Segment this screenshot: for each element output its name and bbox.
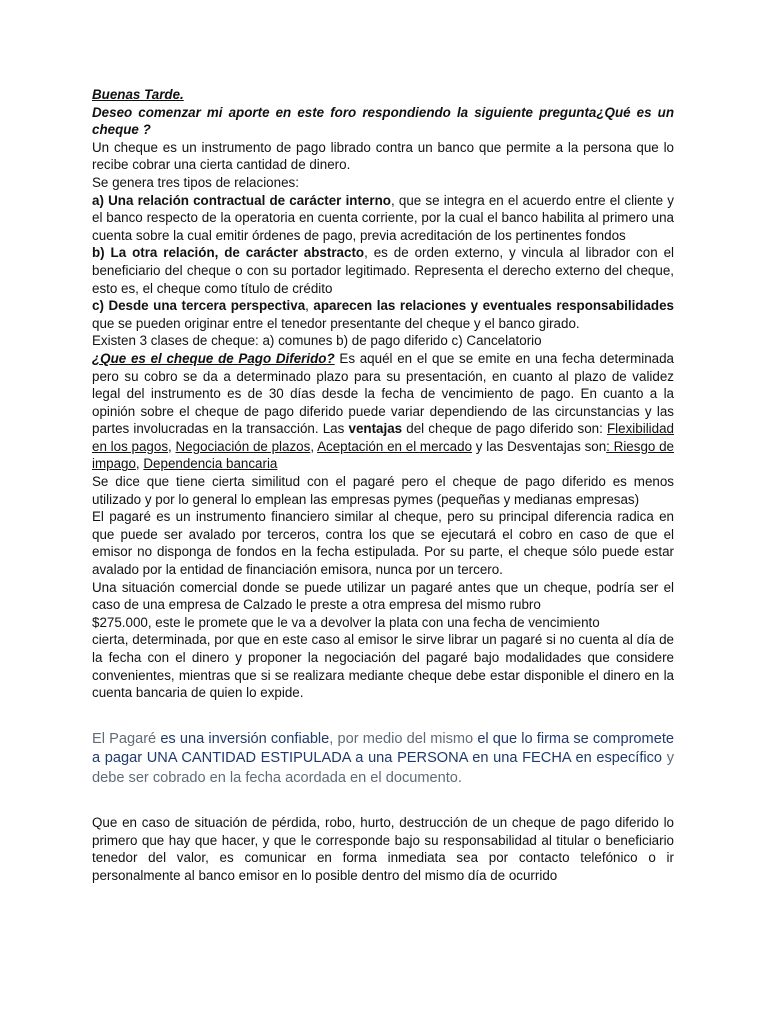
loss-paragraph: Que en caso de situación de pérdida, robo, hurto, destrucción de un cheque de pago diferido lo primero que hay que hacer, y que le corresponde bajo su responsabilidad al titular o beneficiario tenedor del valor, es comunicar en forma inmediata sea por contacto telefónico o ir personalmente al banco emisor en lo posible dentro del mismo día de ocurrido (92, 815, 674, 883)
relation-a: a) Una relación contractual de carácter interno, que se integra en el acuerdo entre el cliente y el banco respecto de la operatoria en cuenta corriente, por la cual el banco habilita al primero una cuenta sobre la cual emitir órdenes de pago, previa acreditación de los pertinentes fondos (92, 192, 675, 243)
advantage-negotiation: Negociación de plazos (175, 438, 311, 454)
disadvantage-dependency: Dependencia bancaria (143, 456, 278, 472)
spacer (92, 702, 674, 730)
situation-line-3: cierta, determinada, por que en este caso al emisor le sirve librar un pagaré si no cuenta al día de la fecha con el dinero y proponer la negociación del pagaré bajo modalidades que considere convenientes, mientras que si se realizara mediante cheque debe estar disponible el dinero en la cuenta bancaria de quien lo expide. (92, 632, 674, 701)
situation-line-2: $275.000, este le promete que le va a devolver la plata con una fecha de vencimiento (92, 614, 600, 630)
document-page (92, 86, 674, 884)
cheque-classes: Existen 3 clases de cheque: a) comunes b) de pago diferido c) Cancelatorio (92, 333, 542, 349)
pagare-paragraph: El pagaré es un instrumento financiero similar al cheque, pero su principal diferencia radica en que puede ser avalado por terceros, contra los que se ejecutará el cobro en caso de que el emisor no disponga de fondos en la fecha estipulada. Por su parte, el cheque sólo puede estar avalado por la entidad de financiación emisora, nunca por un tercero. (92, 509, 674, 578)
similarity-paragraph: Se dice que tiene cierta similitud con el pagaré pero el cheque de pago diferido es menos utilizado y por lo general lo emplean las empresas pymes (pequeñas y medianas empresas) (92, 474, 674, 507)
pagare-highlight: El Pagaré es una inversión confiable, por medio del mismo el que lo firma se compromete a pagar UNA CANTIDAD ESTIPULADA a una PERSONA en una FECHA en específico y debe ser cobrado en la fecha acordada en el documento. (92, 730, 674, 786)
relation-c: c) Desde una tercera perspectiva, aparecen las relaciones y eventuales responsabilidades que se pueden originar entre el tenedor presentante del cheque y el banco girado. (92, 298, 674, 331)
advantage-acceptance: Aceptación en el mercado (317, 438, 473, 454)
cheque-definition: Un cheque es un instrumento de pago librado contra un banco que permite a la persona que lo recibe cobrar una cierta cantidad de dinero. (92, 139, 674, 173)
situation-line-1: Una situación comercial donde se puede utilizar un pagaré antes que un cheque, podría ser el caso de una empresa de Calzado le preste a otra empresa del mismo rubro (92, 579, 674, 613)
intro-question: Deseo comenzar mi aporte en este foro respondiendo la siguiente pregunta¿Qué es un cheque ? (92, 104, 674, 138)
relations-intro: Se genera tres tipos de relaciones: (92, 174, 299, 190)
relation-b: b) La otra relación, de carácter abstracto, es de orden externo, y vincula al librador con el beneficiario del cheque o con su portador legitimado. Representa el derecho externo del cheque, esto es, el cheque como título de crédito (92, 245, 675, 296)
deferred-cheque-paragraph: ¿Que es el cheque de Pago Diferido? Es aquél en el que se emite en una fecha determinada pero su cobro se da a determinado plazo para su presentación, en cuanto al plazo de validez legal del instrumento es de 30 días desde la fecha de vencimiento de pago. En cuanto a la opinión sobre el cheque de pago diferido puede variar dependiendo de las circunstancias y las partes involucradas en la transacción. Las ventajas del cheque de pago diferido son: Flexibilidad en los pagos, Negociación de plazos, Aceptación en el mercado y las Desventajas son: Riesgo de impago, Dependencia bancaria (92, 350, 674, 472)
spacer (92, 788, 674, 814)
advantage-flexibility: Flexibilidad en los pagos (92, 421, 674, 454)
disadvantage-risk: : Riesgo de impago (92, 438, 674, 472)
greeting: Buenas Tarde. (92, 87, 184, 102)
